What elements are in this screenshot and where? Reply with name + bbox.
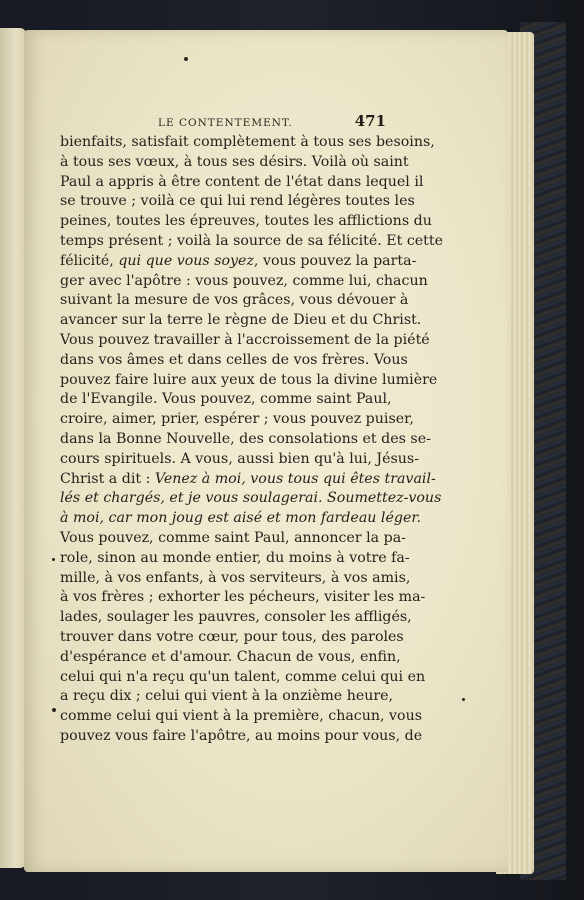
text-line xyxy=(60,331,430,351)
text-line xyxy=(60,430,431,450)
text-line xyxy=(60,668,426,688)
text-line xyxy=(60,509,422,529)
text-segment: cours spirituels. A vous, aussi bien qu'à lui, Jésus- xyxy=(60,450,420,467)
ink-speck xyxy=(52,708,56,712)
italic-text: Venez à moi, vous tous qui êtes travail- xyxy=(154,470,436,487)
page-number: 471 xyxy=(354,112,386,130)
text-line xyxy=(60,529,406,549)
ink-speck xyxy=(462,698,465,701)
text-segment: comme celui qui vient à la première, chacun, vous xyxy=(60,708,423,725)
ink-speck xyxy=(184,57,188,61)
text-segment: Vous pouvez travailler à l'accroissement de la piété xyxy=(60,331,430,348)
text-line xyxy=(60,311,422,331)
text-segment: félicité, xyxy=(60,252,119,269)
text-line xyxy=(60,727,423,747)
text-segment: Vous pouvez, comme saint Paul, annoncer la pa- xyxy=(60,529,406,546)
text-segment: pouvez faire luire aux yeux de tous la divine lumière xyxy=(60,371,438,388)
text-segment: celui qui n'a reçu qu'un talent, comme celui qui en xyxy=(60,668,426,685)
text-line xyxy=(60,588,426,608)
text-line xyxy=(60,153,409,173)
text-segment: avancer sur la terre le règne de Dieu et du Christ. xyxy=(60,312,422,329)
text-line xyxy=(60,173,424,193)
text-line xyxy=(60,569,411,589)
text-segment: peines, toutes les épreuves, toutes les afflictions du xyxy=(60,213,432,230)
text-segment: trouver dans votre cœur, pour tous, des paroles xyxy=(60,628,404,645)
text-segment: dans la Bonne Nouvelle, des consolations et des se- xyxy=(60,430,431,447)
text-segment: d'espérance et d'amour. Chacun de vous, enfin, xyxy=(60,648,401,665)
text-segment: à vos frères ; exhorter les pécheurs, visiter les ma- xyxy=(60,589,426,606)
text-line xyxy=(60,648,401,668)
running-header xyxy=(60,112,386,134)
text-line xyxy=(60,133,435,153)
text-segment: croire, aimer, prier, espérer ; vous pouvez puiser, xyxy=(60,411,414,428)
body-text xyxy=(60,133,443,747)
ink-speck xyxy=(52,558,55,561)
text-segment: pouvez vous faire l'apôtre, au moins pour vous, de xyxy=(60,727,423,744)
italic-text: qui que vous soyez xyxy=(118,252,254,269)
italic-text: à moi, car mon joug est aisé et mon fardeau léger. xyxy=(60,510,422,527)
text-line xyxy=(60,390,392,410)
running-title: LE CONTENTEMENT. xyxy=(158,117,293,129)
text-line xyxy=(60,410,414,430)
text-line xyxy=(60,687,394,707)
text-segment: lades, soulager les pauvres, consoler les affligés, xyxy=(60,609,412,626)
text-segment: mille, à vos enfants, à vos serviteurs, à vos amis, xyxy=(60,569,411,586)
text-line xyxy=(60,628,404,648)
text-segment: ger avec l'apôtre : vous pouvez, comme lui, chacun xyxy=(60,272,428,289)
text-segment: , vous pouvez la parta- xyxy=(253,252,417,269)
text-line xyxy=(60,608,412,628)
text-line xyxy=(60,549,410,569)
text-line xyxy=(60,212,432,232)
text-segment: a reçu dix ; celui qui vient à la onzième heure, xyxy=(60,688,394,705)
text-segment: Christ a dit : xyxy=(60,470,155,487)
text-segment: temps présent ; voilà la source de sa félicité. Et cette xyxy=(60,232,443,249)
text-line xyxy=(60,252,417,272)
text-segment: de l'Evangile. Vous pouvez, comme saint Paul, xyxy=(60,391,392,408)
text-line xyxy=(60,291,409,311)
text-segment: role, sinon au monde entier, du moins à votre fa- xyxy=(60,549,410,566)
facing-page-edge xyxy=(0,28,26,868)
text-segment: bienfaits, satisfait complètement à tous ses besoins, xyxy=(60,134,435,150)
text-segment: suivant la mesure de vos grâces, vous dévouer à xyxy=(60,292,409,309)
text-segment: à tous ses vœux, à tous ses désirs. Voilà où saint xyxy=(60,153,409,170)
text-segment: se trouve ; voilà ce qui lui rend légères toutes les xyxy=(60,193,415,210)
text-segment: Paul a appris à être content de l'état dans lequel il xyxy=(60,173,424,190)
italic-text: lés et chargés, et je vous soulagerai. Soumettez-vous xyxy=(60,490,442,507)
text-line xyxy=(60,232,443,252)
text-line xyxy=(60,489,442,509)
text-line xyxy=(60,470,436,490)
text-line xyxy=(60,371,438,391)
text-line xyxy=(60,192,415,212)
text-line xyxy=(60,450,420,470)
text-line xyxy=(60,707,423,727)
text-line xyxy=(60,351,408,371)
text-line xyxy=(60,272,428,292)
text-segment: dans vos âmes et dans celles de vos frères. Vous xyxy=(60,351,408,368)
